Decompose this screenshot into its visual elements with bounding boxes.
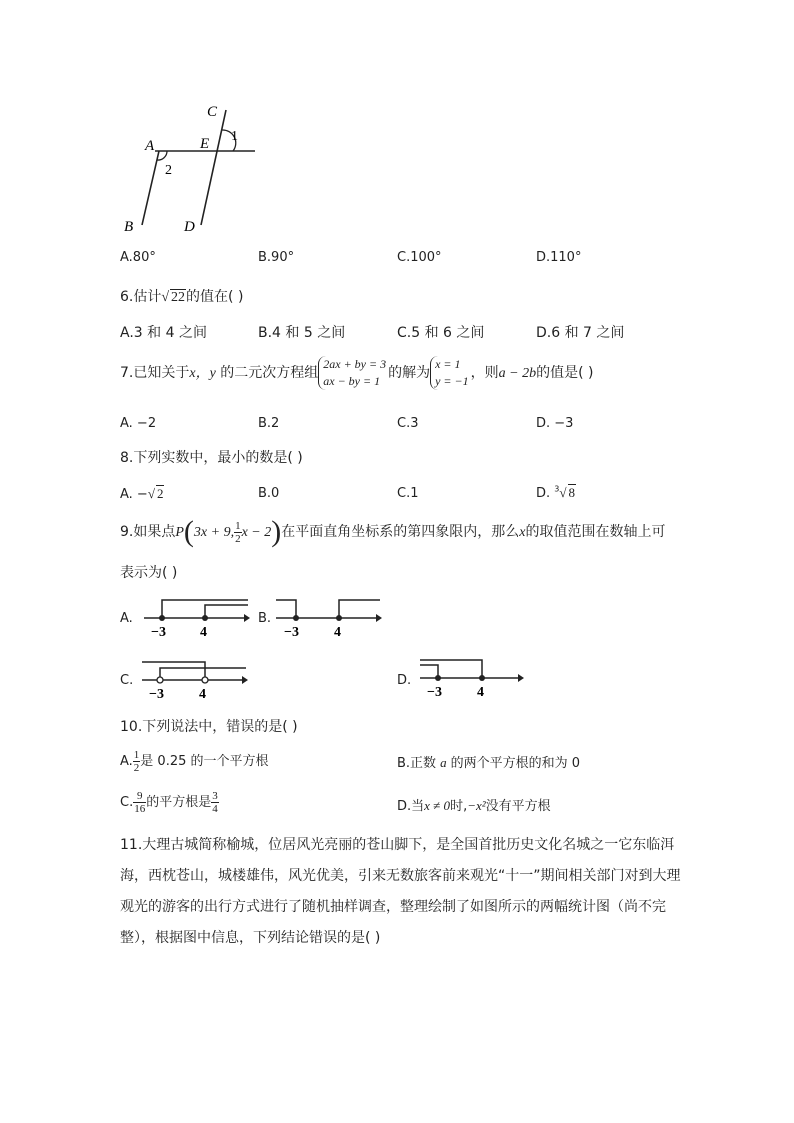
q10-option-b: B.正数 a 的两个平方根的和为 0 — [397, 755, 580, 771]
label-2: 2 — [165, 163, 172, 178]
q10-option-d: D.当x ≠ 0时,−x²没有平方根 — [397, 798, 551, 814]
q6-option-d: D.6 和 7 之间 — [536, 325, 625, 341]
line-AB — [142, 151, 159, 225]
q7-solution-system: x = 1 y = −1 — [430, 356, 471, 390]
svg-text:−3: −3 — [149, 687, 164, 702]
q9-option-c-label: C. — [120, 673, 134, 688]
q7-option-c: C.3 — [397, 416, 419, 431]
label-B: B — [124, 219, 134, 235]
q9-option-d-label: D. — [397, 673, 412, 688]
q9-stem-line2: 表示为( ) — [120, 565, 178, 581]
q6-stem: 6.估计√ 22的值在( ) — [120, 289, 244, 305]
q5-option-b: B.90° — [258, 250, 295, 265]
q9-option-d-numberline — [416, 656, 528, 700]
q8-option-a: A. −√ 2 — [120, 486, 164, 502]
svg-text:4: 4 — [477, 685, 484, 700]
q7-option-a: A. −2 — [120, 416, 157, 431]
q5-option-c: C.100° — [397, 250, 442, 265]
parallel-lines-figure — [115, 98, 265, 238]
q8-option-b: B.0 — [258, 486, 280, 501]
label-D: D — [184, 219, 195, 235]
q9-option-b-numberline — [272, 596, 384, 640]
q8-option-c: C.1 — [397, 486, 419, 501]
q6-option-a: A.3 和 4 之间 — [120, 325, 207, 341]
q6-option-c: C.5 和 6 之间 — [397, 325, 485, 341]
q7-option-b: B.2 — [258, 416, 280, 431]
q9-option-b-label: B. — [258, 611, 272, 626]
q7-option-d: D. −3 — [536, 416, 574, 431]
q11-line-2: 海，西枕苍山，城楼雄伟，风光优美，引来无数旅客前来观光“十一”期间相关部门对到大理 — [120, 868, 681, 884]
q6-option-b: B.4 和 5 之间 — [258, 325, 346, 341]
svg-text:−3: −3 — [284, 625, 299, 640]
svg-text:4: 4 — [200, 625, 207, 640]
q11-line-3: 观光的游客的出行方式进行了随机抽样调查，整理绘制了如图所示的两幅统计图（尚不完 — [120, 899, 666, 915]
label-E: E — [200, 136, 210, 152]
q9-option-c-numberline — [138, 658, 250, 702]
line-CD — [201, 110, 226, 225]
svg-text:−3: −3 — [427, 685, 442, 700]
q7-stem: 7.已知关于x，y 的二元次方程组 2ax + by = 3 ax − by = 1 的解为 x = 1 y = −1 ，则a − 2b的值是( ) — [120, 357, 594, 388]
label-A: A — [145, 138, 155, 154]
q11-line-4: 整），根据图中信息，下列结论错误的是( ) — [120, 930, 381, 946]
q8-option-d: D. $^3$√ 8 — [536, 484, 576, 501]
q5-option-d: D.110° — [536, 250, 582, 265]
q9-option-a-numberline — [140, 596, 252, 640]
q11-line-1: 11.大理古城简称榆城，位居风光亮丽的苍山脚下，是全国首批历史文化名城之一它东临洱 — [120, 837, 675, 853]
q7-equation-system: 2ax + by = 3 ax − by = 1 — [318, 356, 388, 390]
label-1: 1 — [231, 129, 238, 144]
svg-text:4: 4 — [199, 687, 206, 702]
q10-option-c: C. $\frac{9}{16}$ 的平方根是 $\frac{3}{4}$ — [120, 790, 218, 815]
svg-text:4: 4 — [334, 625, 341, 640]
q10-option-a: A. $\frac{1}{2}$ 是 0.25 的一个平方根 — [120, 749, 269, 774]
svg-text:−3: −3 — [151, 625, 166, 640]
q8-stem: 8.下列实数中，最小的数是( ) — [120, 450, 303, 466]
q9-stem: 9.如果点P(3x + 9, $\frac{1}{2}$ x − 2)在平面直角坐标系的第四象限内，那么x的取值范围在数轴上可 — [120, 515, 666, 548]
label-C: C — [207, 104, 218, 120]
q9-option-a-label: A. — [120, 611, 133, 626]
q10-stem: 10.下列说法中，错误的是( ) — [120, 719, 298, 735]
q5-option-a: A.80° — [120, 250, 156, 265]
